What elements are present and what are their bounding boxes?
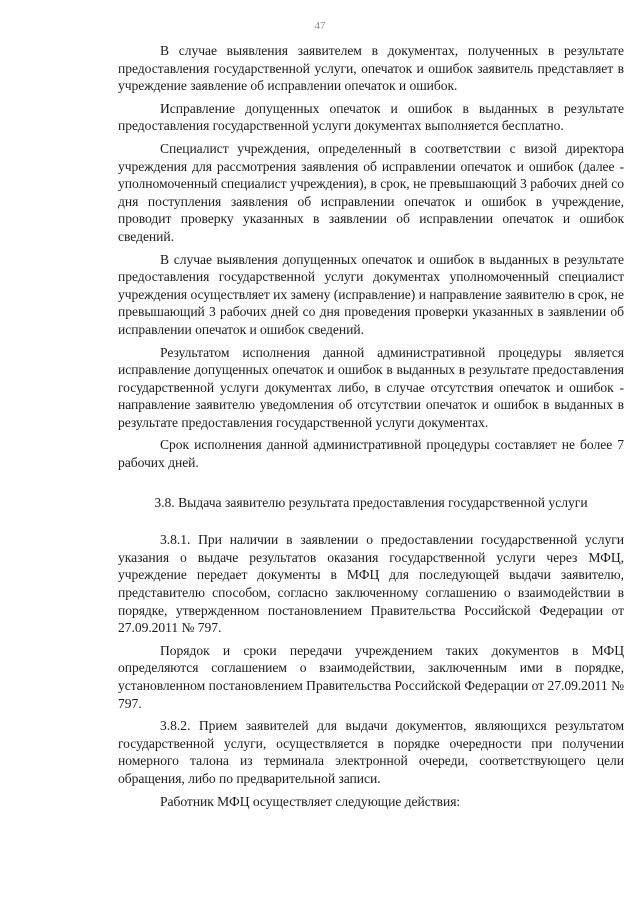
paragraph: В случае выявления допущенных опечаток и ошибок в выданных в результате предоставления государственной услуги документах уполномоченный специалист учреждения осуществляет их замену (исправление) и направление заявителю в срок, не превышающий 3 рабочих дней со дня проведения проверки указанных в заявлении об исправлении опечаток и ошибок сведений. (118, 251, 624, 337)
paragraph: Срок исполнения данной административной процедуры составляет не более 7 рабочих дней. (118, 437, 624, 471)
paragraph: В случае выявления заявителем в документах, полученных в результате предоставления государственной услуги, опечаток и ошибок заявитель представляет в учреждение заявление об исправлении опечаток и ошибок. (118, 43, 624, 94)
paragraph: 3.8.1. При наличии в заявлении о предоставлении государственной услуги указания о выдаче результатов оказания государственной услуги через МФЦ, учреждение передает документы в МФЦ для последующей выдачи заявителю, представителю способом, согласно заключенному соглашению о взаимодействии в порядке, утвержденном постановлением Правительства Российской Федерации от 27.09.2011 № 797. (118, 532, 624, 636)
page-number: 47 (314, 20, 326, 32)
paragraph: Работник МФЦ осуществляет следующие действия: (160, 793, 461, 809)
section-heading: 3.8. Выдача заявителю результата предоставления государственной услуги (154, 494, 588, 510)
paragraph: Результатом исполнения данной административной процедуры является исправление допущенных опечаток и ошибок в выданных в результате предоставления государственной услуги документах либо, в случае отсутствия опечаток и ошибок - направление заявителю уведомления об отсутствии опечаток и ошибок в выданных в результате предоставления государственной услуги документах. (118, 344, 624, 430)
document-body (118, 42, 624, 810)
paragraph: Порядок и сроки передачи учреждением таких документов в МФЦ определяются соглашением о взаимодействии, заключенным ими в порядке, установленном постановлением Правительства Российской Федерации от 27.09.2011 № 797. (118, 642, 624, 711)
paragraph: 3.8.2. Прием заявителей для выдачи документов, являющихся результатом государственной услуги, осуществляется в порядке очередности при получении номерного талона из терминала электронной очереди, соответствующего цели обращения, либо по предварительной записи. (118, 718, 624, 786)
paragraph: Специалист учреждения, определенный в соответствии с визой директора учреждения для рассмотрения заявления об исправлении опечаток и ошибок (далее - уполномоченный специалист учреждения), в срок, не превышающий 3 рабочих дней со дня поступления заявления об исправлении опечаток и ошибок в учреждение, проводит проверку указанных в заявлении об исправлении опечаток и ошибок сведений. (118, 140, 624, 244)
paragraph: Исправление допущенных опечаток и ошибок в выданных в результате предоставления государственной услуги документах выполняется бесплатно. (118, 100, 624, 134)
